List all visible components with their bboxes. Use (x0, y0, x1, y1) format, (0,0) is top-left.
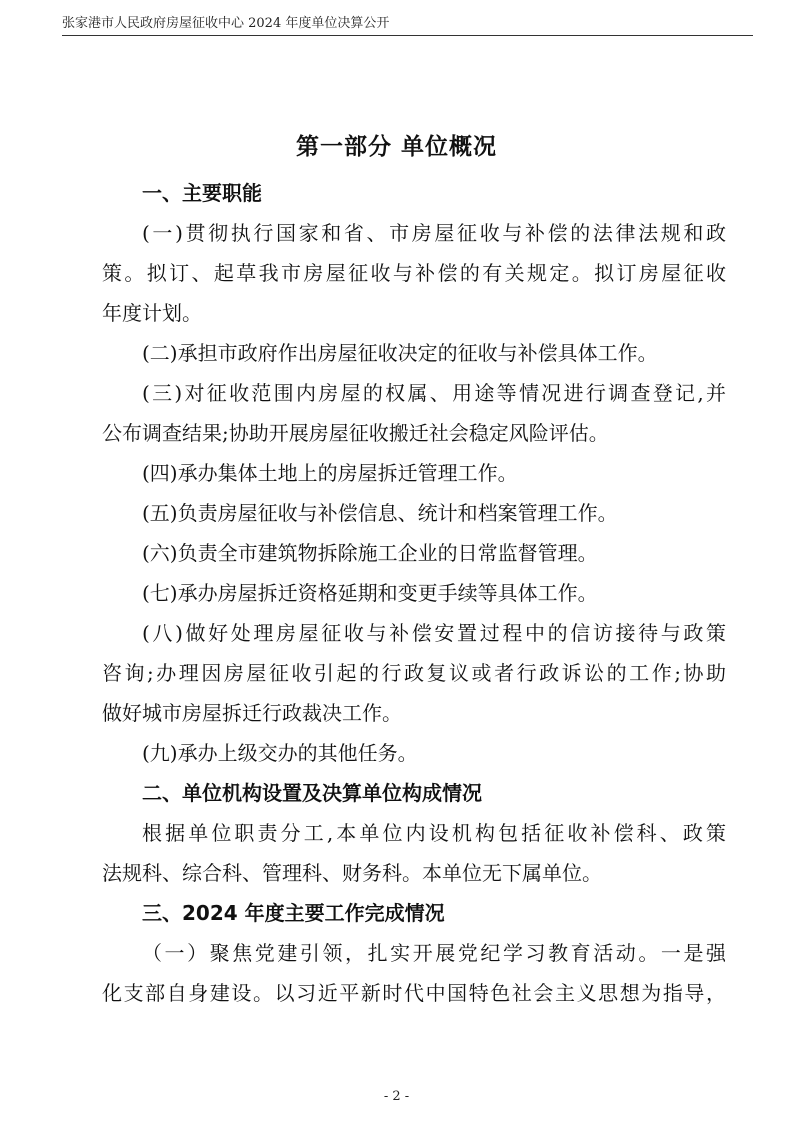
paragraph-line: 做好城市房屋拆迁行政裁决工作。 (102, 701, 402, 725)
paragraph-duty-5 (102, 493, 726, 533)
paragraph-line: 咨询;办理因房屋征收引起的行政复议或者行政诉讼的工作;协助 (102, 661, 726, 685)
paragraph-line: 化支部自身建设。以习近平新时代中国特色社会主义思想为指导， (102, 981, 726, 1005)
section-heading-duties: 一、主要职能 (142, 181, 262, 205)
paragraph-line: 策。拟订、起草我市房屋征收与补偿的有关规定。拟订房屋征收 (102, 261, 726, 285)
paragraph-duty-9 (102, 733, 726, 773)
paragraph-line: 公布调查结果;协助开展房屋征收搬迁社会稳定风险评估。 (102, 421, 609, 445)
paragraph-duty-4 (102, 453, 726, 493)
paragraph-line: (五)负责房屋征收与补偿信息、统计和档案管理工作。 (142, 501, 618, 525)
paragraph-line: (四)承办集体土地上的房屋拆迁管理工作。 (142, 461, 518, 485)
paragraph-structure (102, 813, 726, 893)
paragraph-line: (七)承办房屋拆迁资格延期和变更手续等具体工作。 (142, 581, 598, 605)
header-rule (62, 35, 753, 36)
paragraph-line: (八)做好处理房屋征收与补偿安置过程中的信访接待与政策 (142, 621, 726, 645)
document-body (102, 173, 726, 1013)
paragraph-duty-7 (102, 573, 726, 613)
paragraph-line: 年度计划。 (102, 301, 202, 325)
paragraph-line: (一)贯彻执行国家和省、市房屋征收与补偿的法律法规和政 (142, 221, 726, 245)
page-title: 第一部分 单位概况 (295, 134, 497, 160)
paragraph-line: 根据单位职责分工,本单位内设机构包括征收补偿科、政策 (142, 821, 726, 845)
paragraph-line: (三)对征收范围内房屋的权属、用途等情况进行调查登记,并 (142, 381, 726, 405)
paragraph-duty-3 (102, 373, 726, 453)
section-heading-work-2024: 三、2024 年度主要工作完成情况 (142, 901, 445, 925)
paragraph-duty-2 (102, 333, 726, 373)
paragraph-duty-1 (102, 213, 726, 333)
paragraph-line: 法规科、综合科、管理科、财务科。本单位无下属单位。 (102, 861, 602, 885)
paragraph-work (102, 933, 726, 1013)
page-number: - 2 - (383, 1089, 410, 1104)
paragraph-duty-6 (102, 533, 726, 573)
paragraph-line: （一）聚焦党建引领，扎实开展党纪学习教育活动。一是强 (142, 941, 726, 965)
paragraph-line: (九)承办上级交办的其他任务。 (142, 741, 418, 765)
paragraph-line: (六)负责全市建筑物拆除施工企业的日常监督管理。 (142, 541, 598, 565)
section-heading-structure: 二、单位机构设置及决算单位构成情况 (142, 781, 482, 805)
running-header: 张家港市人民政府房屋征收中心 2024 年度单位决算公开 (62, 16, 390, 31)
paragraph-line: (二)承担市政府作出房屋征收决定的征收与补偿具体工作。 (142, 341, 658, 365)
paragraph-duty-8 (102, 613, 726, 733)
